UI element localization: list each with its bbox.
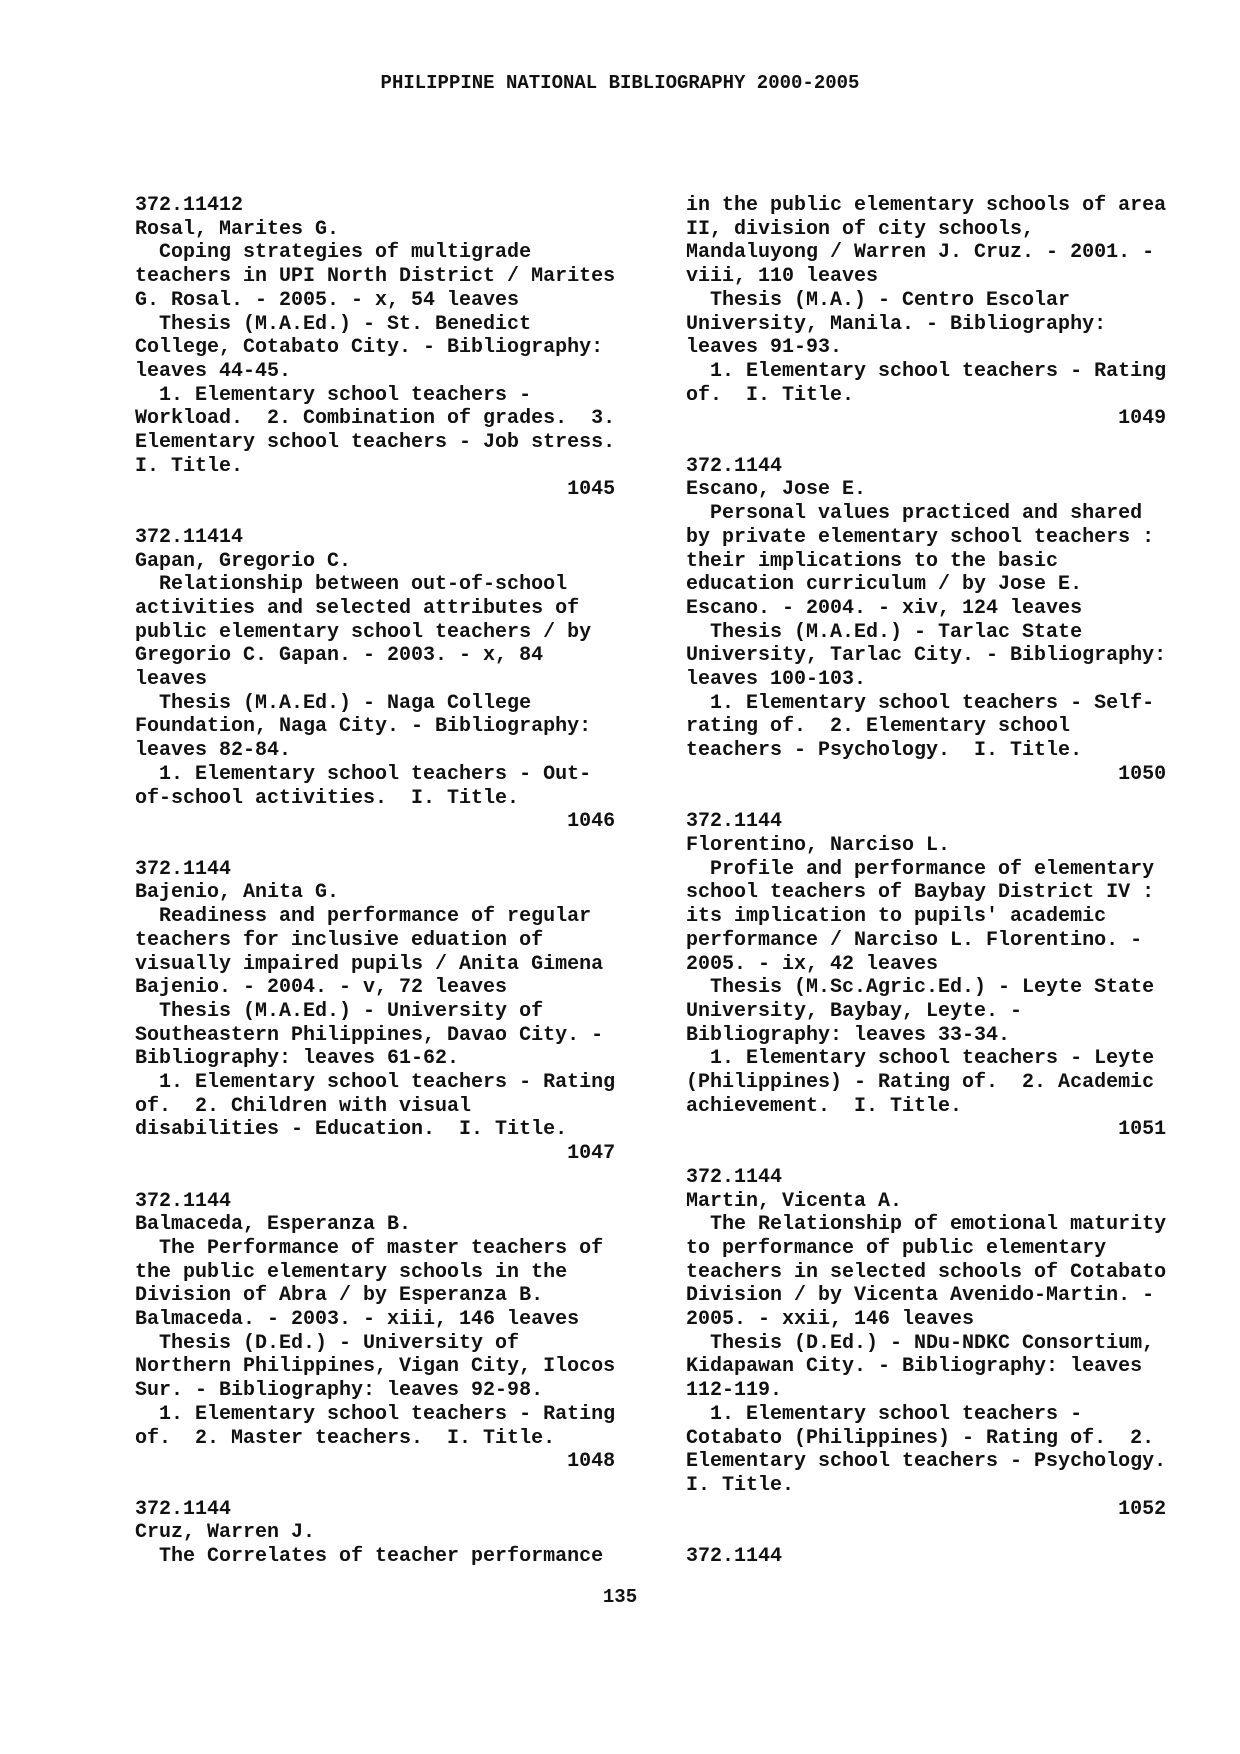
- text-line: Florentino, Narciso L.: [686, 833, 951, 857]
- text-line: Relationship between out-of-school: [135, 573, 568, 597]
- text-line: Workload. 2. Combination of grades. 3.: [135, 407, 616, 431]
- text-line: Balmaceda. - 2003. - xiii, 146 leaves: [135, 1308, 580, 1332]
- text-line: College, Cotabato City. - Bibliography:: [135, 336, 604, 360]
- text-line: Readiness and performance of regular: [135, 905, 592, 929]
- text-line: 1045: [135, 478, 616, 502]
- text-line: 1. Elementary school teachers -: [135, 383, 532, 407]
- text-line: to performance of public elementary: [686, 1236, 1107, 1260]
- left-column: [135, 194, 615, 1569]
- text-line: Thesis (M.Sc.Agric.Ed.) - Leyte State: [686, 976, 1155, 1000]
- text-line: 1. Elementary school teachers - Rating: [135, 1402, 616, 1426]
- text-line: school teachers of Baybay District IV :: [686, 881, 1155, 905]
- text-line: activities and selected attributes of: [135, 596, 580, 620]
- text-line: of-school activities. I. Title.: [135, 786, 520, 810]
- text-line: Thesis (D.Ed.) - NDu-NDKC Consortium,: [686, 1331, 1155, 1355]
- text-line: Coping strategies of multigrade: [135, 241, 532, 265]
- text-line: 1051: [686, 1118, 1167, 1142]
- text-line: teachers for inclusive eduation of: [135, 928, 544, 952]
- text-line: [135, 1166, 615, 1190]
- text-line: leaves 91-93.: [686, 336, 843, 360]
- text-line: 1048: [135, 1450, 616, 1474]
- text-line: teachers in selected schools of Cotabato: [686, 1260, 1167, 1284]
- text-line: of. I. Title.: [686, 383, 855, 407]
- text-line: Balmaceda, Esperanza B.: [135, 1213, 412, 1237]
- text-line: Bibliography: leaves 33-34.: [686, 1023, 1011, 1047]
- text-line: Bajenio, Anita G.: [135, 881, 340, 905]
- text-line: [135, 834, 615, 858]
- text-line: 372.1144: [135, 1189, 232, 1213]
- text-line: 1049: [686, 407, 1167, 431]
- text-line: Elementary school teachers - Job stress.: [135, 431, 616, 455]
- text-line: 1. Elementary school teachers - Leyte: [686, 1047, 1155, 1071]
- text-line: Thesis (M.A.) - Centro Escolar: [686, 288, 1071, 312]
- text-line: by private elementary school teachers :: [686, 525, 1155, 549]
- text-line: viii, 110 leaves: [686, 265, 879, 289]
- text-line: [686, 787, 1166, 811]
- text-line: Thesis (M.A.Ed.) - Naga College: [135, 691, 532, 715]
- text-line: Cotabato (Philippines) - Rating of. 2.: [686, 1426, 1155, 1450]
- text-line: the public elementary schools in the: [135, 1260, 568, 1284]
- text-line: in the public elementary schools of area: [686, 194, 1167, 217]
- text-line: Foundation, Naga City. - Bibliography:: [135, 715, 592, 739]
- text-line: 372.1144: [686, 1165, 783, 1189]
- text-line: Gregorio C. Gapan. - 2003. - x, 84: [135, 644, 544, 668]
- text-line: achievement. I. Title.: [686, 1094, 963, 1118]
- text-line: leaves: [135, 668, 208, 692]
- text-line: its implication to pupils' academic: [686, 905, 1107, 929]
- text-line: 372.11412: [135, 194, 244, 217]
- text-line: Gapan, Gregorio C.: [135, 549, 352, 573]
- text-line: Profile and performance of elementary: [686, 857, 1155, 881]
- text-line: 1. Elementary school teachers - Self-: [686, 691, 1155, 715]
- text-line: performance / Narciso L. Florentino. -: [686, 928, 1143, 952]
- text-line: Thesis (M.A.Ed.) - Tarlac State: [686, 620, 1083, 644]
- text-line: The Performance of master teachers of: [135, 1236, 604, 1260]
- text-line: [135, 1474, 615, 1498]
- text-line: leaves 44-45.: [135, 359, 292, 383]
- text-line: 112-119.: [686, 1379, 783, 1403]
- text-line: Thesis (D.Ed.) - University of: [135, 1331, 520, 1355]
- text-line: G. Rosal. - 2005. - x, 54 leaves: [135, 288, 520, 312]
- text-line: 1. Elementary school teachers - Out-: [135, 762, 592, 786]
- text-line: rating of. 2. Elementary school: [686, 715, 1071, 739]
- text-line: II, division of city schools,: [686, 217, 1035, 241]
- text-line: disabilities - Education. I. Title.: [135, 1118, 568, 1142]
- page-number: 135: [602, 1586, 638, 1608]
- text-line: University, Manila. - Bibliography:: [686, 312, 1107, 336]
- text-line: Escano. - 2004. - xiv, 124 leaves: [686, 596, 1083, 620]
- text-line: Bajenio. - 2004. - v, 72 leaves: [135, 976, 508, 1000]
- text-line: 1046: [135, 810, 616, 834]
- text-line: leaves 100-103.: [686, 668, 867, 692]
- text-line: 1047: [135, 1142, 616, 1166]
- text-line: Sur. - Bibliography: leaves 92-98.: [135, 1379, 544, 1403]
- text-line: 372.1144: [686, 454, 783, 478]
- text-line: The Correlates of teacher performance: [135, 1545, 604, 1569]
- text-line: 2005. - xxii, 146 leaves: [686, 1308, 975, 1332]
- text-line: Division of Abra / by Esperanza B.: [135, 1284, 544, 1308]
- text-line: 372.1144: [686, 1545, 783, 1569]
- text-line: 1. Elementary school teachers - Rating: [686, 359, 1167, 383]
- text-line: Kidapawan City. - Bibliography: leaves: [686, 1355, 1143, 1379]
- text-line: 372.11414: [135, 525, 244, 549]
- text-line: teachers - Psychology. I. Title.: [686, 739, 1083, 763]
- text-line: [686, 1142, 1166, 1166]
- text-line: Personal values practiced and shared: [686, 502, 1143, 526]
- text-line: [686, 1521, 1166, 1545]
- text-line: 1052: [686, 1497, 1167, 1521]
- text-line: Southeastern Philippines, Davao City. -: [135, 1023, 604, 1047]
- text-line: Northern Philippines, Vigan City, Ilocos: [135, 1355, 616, 1379]
- text-line: public elementary school teachers / by: [135, 620, 592, 644]
- text-line: visually impaired pupils / Anita Gimena: [135, 952, 604, 976]
- text-line: 1. Elementary school teachers - Rating: [135, 1071, 616, 1095]
- text-line: Escano, Jose E.: [686, 478, 867, 502]
- text-line: The Relationship of emotional maturity: [686, 1213, 1167, 1237]
- text-line: of. 2. Master teachers. I. Title.: [135, 1426, 556, 1450]
- text-line: Rosal, Marites G.: [135, 217, 340, 241]
- text-line: teachers in UPI North District / Marites: [135, 265, 616, 289]
- text-line: Thesis (M.A.Ed.) - St. Benedict: [135, 312, 532, 336]
- text-line: [135, 502, 615, 526]
- text-line: (Philippines) - Rating of. 2. Academic: [686, 1071, 1155, 1095]
- text-line: University, Tarlac City. - Bibliography:: [686, 644, 1167, 668]
- text-line: Division / by Vicenta Avenido-Martin. -: [686, 1284, 1155, 1308]
- text-line: Martin, Vicenta A.: [686, 1189, 903, 1213]
- text-line: [686, 431, 1166, 455]
- text-line: Cruz, Warren J.: [135, 1521, 316, 1545]
- text-line: 372.1144: [686, 810, 783, 834]
- text-line: of. 2. Children with visual: [135, 1094, 472, 1118]
- text-line: Thesis (M.A.Ed.) - University of: [135, 999, 544, 1023]
- text-line: education curriculum / by Jose E.: [686, 573, 1083, 597]
- text-line: University, Baybay, Leyte. -: [686, 999, 1023, 1023]
- text-line: 2005. - ix, 42 leaves: [686, 952, 939, 976]
- text-line: 1. Elementary school teachers -: [686, 1402, 1083, 1426]
- running-header: PHILIPPINE NATIONAL BIBLIOGRAPHY 2000-2005: [380, 72, 860, 94]
- text-line: Bibliography: leaves 61-62.: [135, 1047, 460, 1071]
- text-line: I. Title.: [686, 1473, 795, 1497]
- text-line: Mandaluyong / Warren J. Cruz. - 2001. -: [686, 241, 1155, 265]
- text-line: 372.1144: [135, 857, 232, 881]
- text-line: their implications to the basic: [686, 549, 1059, 573]
- right-column: [686, 194, 1166, 1569]
- text-line: 1050: [686, 762, 1167, 786]
- text-line: 372.1144: [135, 1497, 232, 1521]
- text-line: Elementary school teachers - Psychology.: [686, 1450, 1167, 1474]
- text-line: I. Title.: [135, 454, 244, 478]
- text-line: leaves 82-84.: [135, 739, 292, 763]
